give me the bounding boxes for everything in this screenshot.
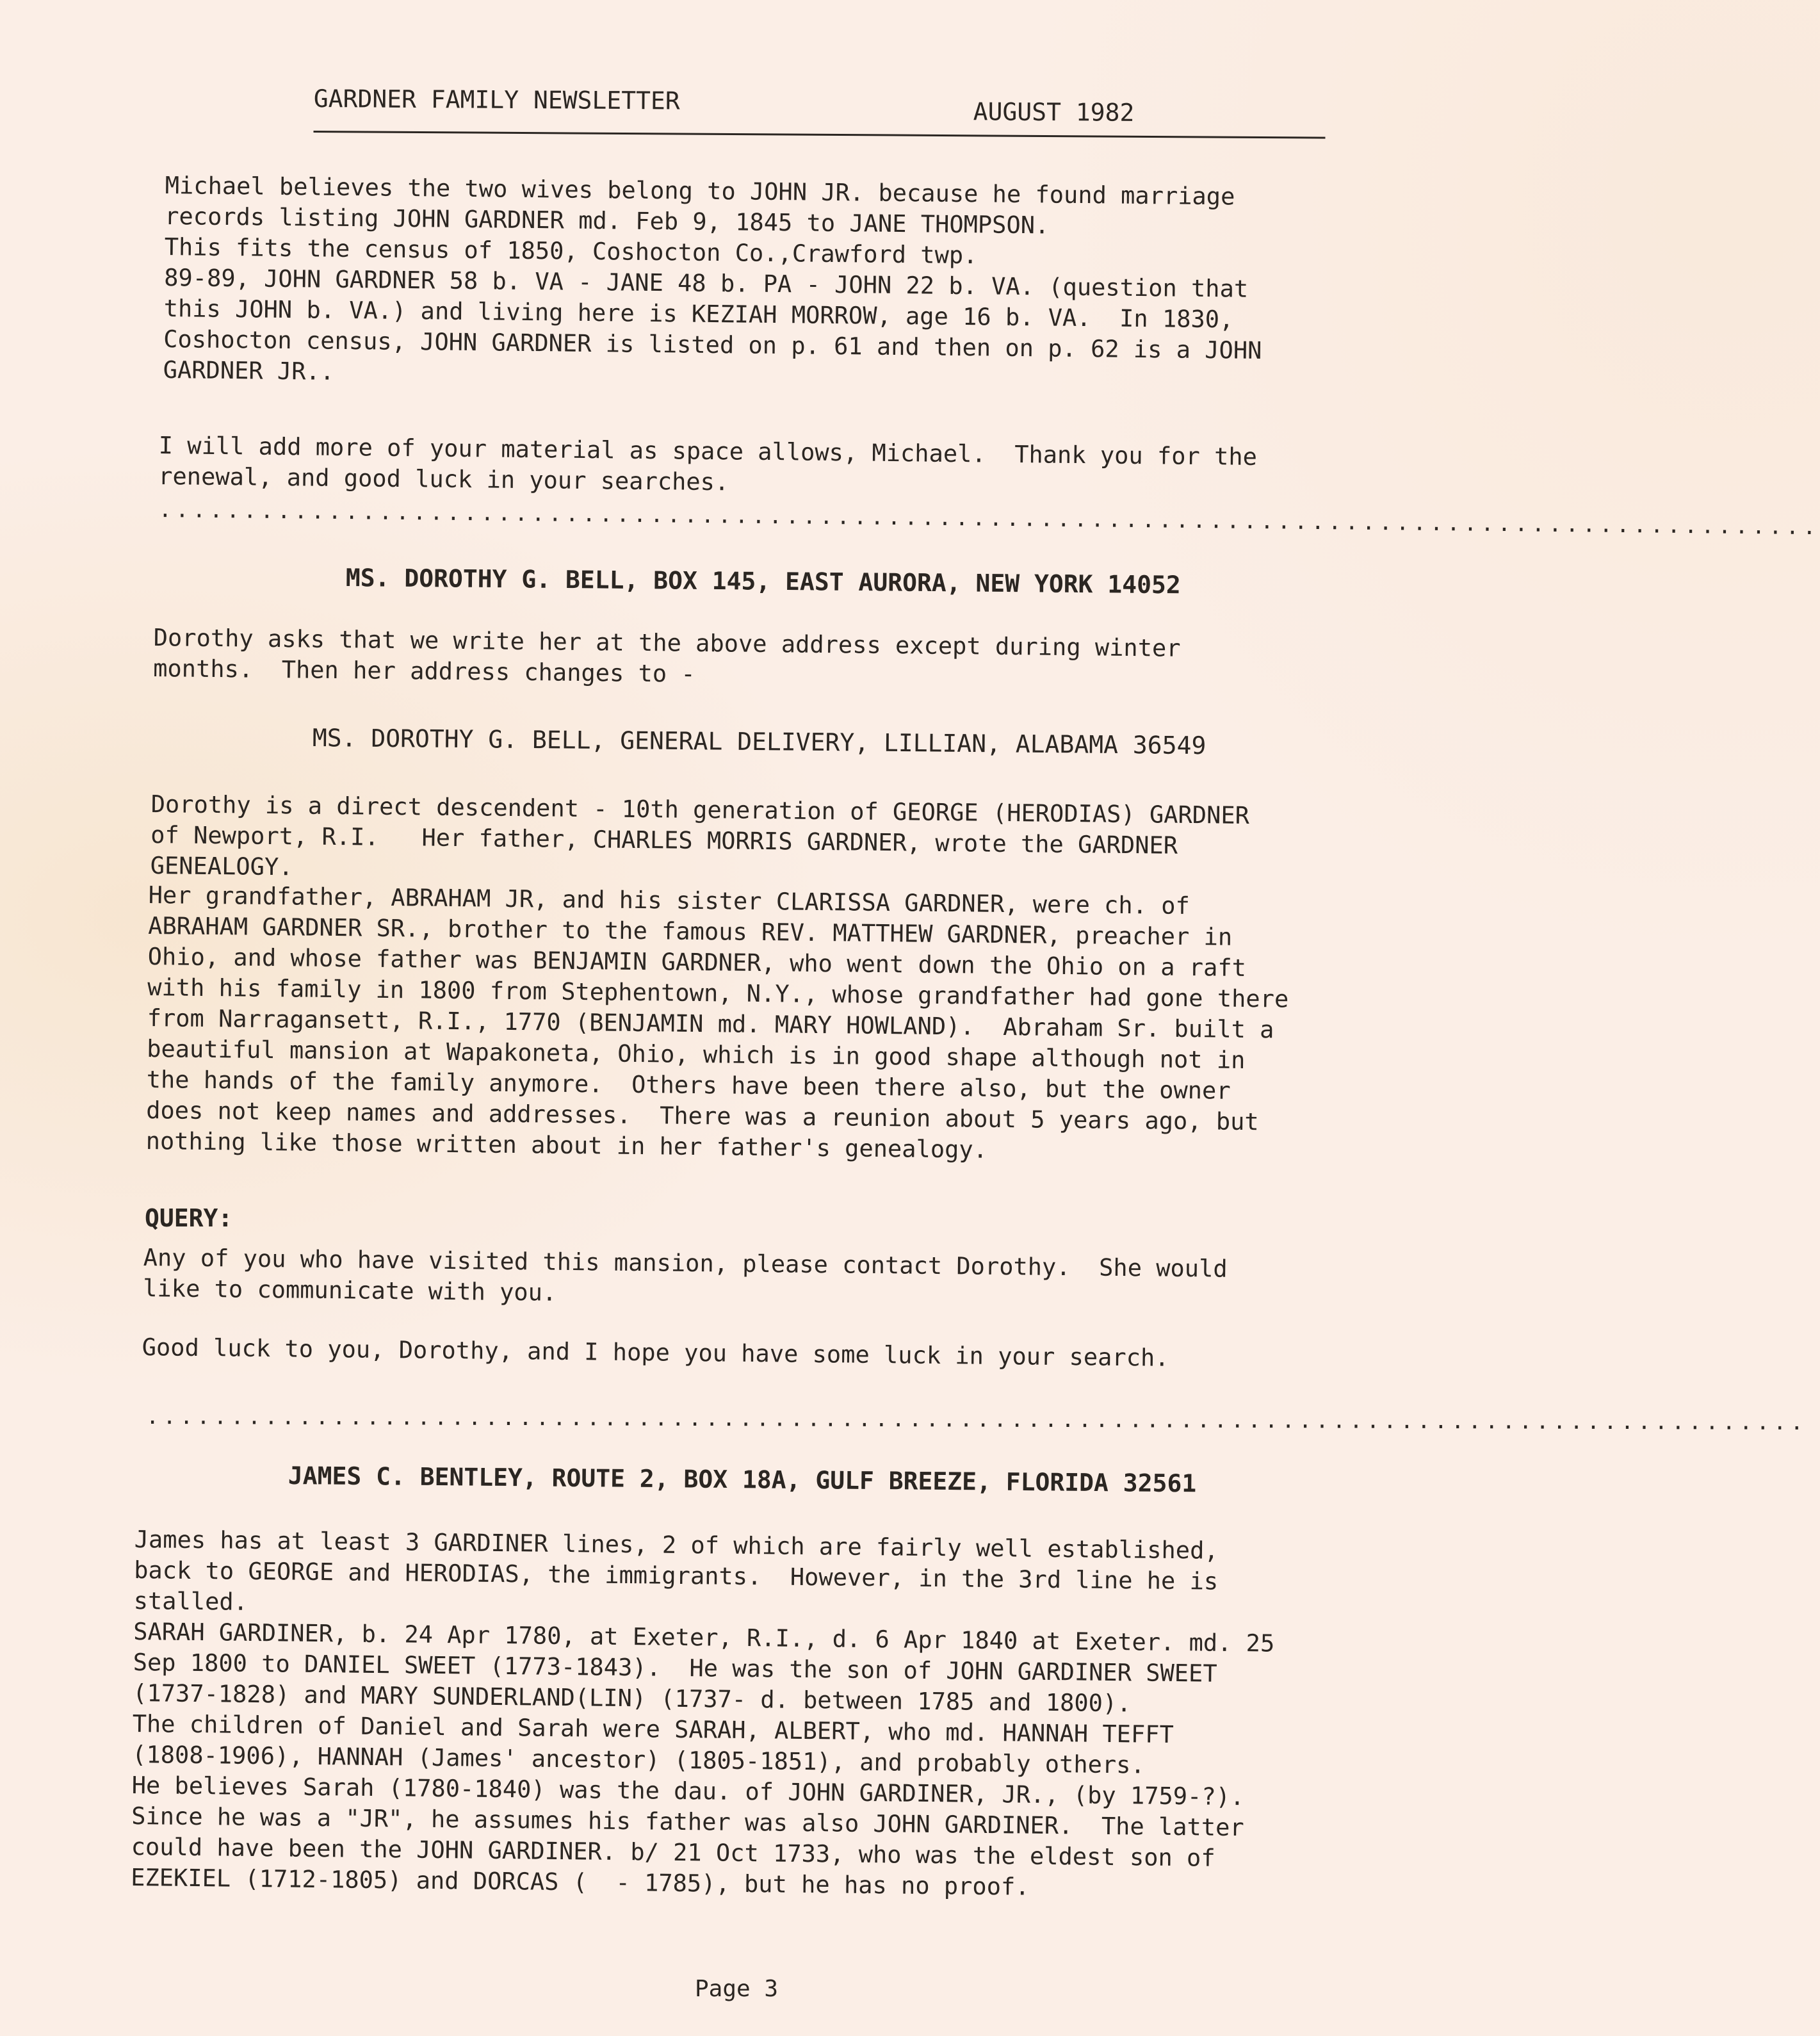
query-label: QUERY:	[145, 1204, 233, 1232]
text-line: renewal, and good luck in your searches.	[158, 462, 729, 496]
text-line: I will add more of your material as space allows, Michael. Thank you for the	[158, 431, 1258, 471]
text-line: This fits the census of 1850, Coshocton Co.,Crawford twp.	[164, 232, 978, 270]
text-line: records listing JOHN GARDNER md. Feb 9, 1845 to JANE THOMPSON.	[165, 202, 1050, 240]
text-line: Coshocton census, JOHN GARDNER is listed on p. 61 and then on p. 62 is a JOHN	[163, 325, 1262, 364]
text-line: Dorothy is a direct descendent - 10th generation of GEORGE (HERODIAS) GARDNER	[150, 790, 1250, 829]
text-line: Her grandfather, ABRAHAM JR, and his sister CLARISSA GARDNER, were ch. of	[148, 881, 1190, 920]
text-line: Dorothy asks that we write her at the above address except during winter	[153, 623, 1181, 662]
dorothy-para1	[150, 789, 1249, 893]
bentley-address: JAMES C. BENTLEY, ROUTE 2, BOX 18A, GULF BREEZE, FLORIDA 32561	[288, 1462, 1197, 1498]
newsletter-title: GARDNER FAMILY NEWSLETTER	[313, 84, 680, 115]
text-line: GARDNER JR..	[163, 355, 335, 386]
text-line: does not keep names and addresses. There was a reunion about 5 years ago, but	[146, 1096, 1259, 1136]
text-line: James has at least 3 GARDINER lines, 2 of which are fairly well established,	[134, 1526, 1219, 1565]
text-line: Sep 1800 to DANIEL SWEET (1773-1843). He was the son of JOHN GARDINER SWEET	[133, 1648, 1217, 1688]
text-line: Since he was a "JR", he assumes his father was also JOHN GARDINER. The latter	[131, 1802, 1244, 1842]
dorothy-query	[143, 1242, 1228, 1315]
bentley-letter	[131, 1524, 1276, 1905]
newsletter-date: AUGUST 1982	[973, 97, 1135, 127]
dorothy-address: MS. DOROTHY G. BELL, BOX 145, EAST AURORA, NEW YORK 14052	[345, 564, 1181, 599]
text-line: 89-89, JOHN GARDNER 58 b. VA - JANE 48 b. PA - JOHN 22 b. VA. (question that	[164, 263, 1249, 303]
text-line: Good luck to you, Dorothy, and I hope you have some luck in your search.	[142, 1333, 1169, 1372]
text-line: like to communicate with you.	[143, 1274, 557, 1307]
section-separator: ..................................................................................................	[145, 1404, 1808, 1436]
section-separator: ..................................................................................................	[158, 497, 1820, 541]
text-line: ABRAHAM GARDNER SR., brother to the famous REV. MATTHEW GARDNER, preacher in	[148, 911, 1233, 951]
text-line: Michael believes the two wives belong to JOHN JR. because he found marriage	[165, 171, 1235, 211]
text-line: The children of Daniel and Sarah were SARAH, ALBERT, who md. HANNAH TEFFT	[132, 1709, 1174, 1749]
dorothy-intro	[153, 623, 1181, 695]
dorothy-closing	[142, 1332, 1169, 1374]
text-line: months. Then her address changes to -	[153, 654, 695, 688]
dorothy-winter-address: MS. DOROTHY G. BELL, GENERAL DELIVERY, LILLIAN, ALABAMA 36549	[312, 724, 1207, 760]
newsletter-header	[313, 79, 1325, 139]
text-line: of Newport, R.I. Her father, CHARLES MORRIS GARDNER, wrote the GARDNER	[150, 820, 1178, 859]
text-line: Any of you who have visited this mansion, please contact Dorothy. She would	[143, 1243, 1228, 1283]
text-line: beautiful mansion at Wapakoneta, Ohio, which is in good shape although not in	[147, 1034, 1246, 1074]
michael-closing	[158, 430, 1257, 503]
text-line: He believes Sarah (1780-1840) was the dau. of JOHN GARDINER, JR., (by 1759-?).	[131, 1771, 1245, 1811]
text-line: nothing like those written about in her father's genealogy.	[145, 1127, 988, 1164]
text-line: back to GEORGE and HERODIAS, the immigrants. However, in the 3rd line he is	[134, 1556, 1219, 1595]
text-line: Ohio, and whose father was BENJAMIN GARDNER, who went down the Ohio on a raft	[147, 942, 1247, 982]
dorothy-para2	[145, 880, 1290, 1169]
text-line: this JOHN b. VA.) and living here is KEZIAH MORROW, age 16 b. VA. In 1830,	[163, 294, 1234, 334]
text-line: SARAH GARDINER, b. 24 Apr 1780, at Exeter, R.I., d. 6 Apr 1840 at Exeter. md. 25	[133, 1617, 1275, 1657]
text-line: could have been the JOHN GARDINER. b/ 21 Oct 1733, who was the eldest son of	[131, 1832, 1215, 1872]
text-line: (1737-1828) and MARY SUNDERLAND(LIN) (1737- d. between 1785 and 1800).	[133, 1679, 1132, 1718]
text-line: (1808-1906), HANNAH (James' ancestor) (1805-1851), and probably others.	[132, 1740, 1145, 1779]
michael-letter	[163, 170, 1263, 397]
text-line: from Narragansett, R.I., 1770 (BENJAMIN md. MARY HOWLAND). Abraham Sr. built a	[147, 1004, 1274, 1044]
page-number: Page 3	[695, 1976, 779, 2002]
text-line: EZEKIEL (1712-1805) and DORCAS ( - 1785), but he has no proof.	[130, 1863, 1030, 1901]
text-line: with his family in 1800 from Stephentown, N.Y., whose grandfather had gone there	[147, 973, 1289, 1013]
text-line: GENEALOGY.	[150, 851, 293, 881]
text-line: the hands of the family anymore. Others have been there also, but the owner	[146, 1065, 1231, 1105]
text-line: stalled.	[133, 1586, 248, 1616]
